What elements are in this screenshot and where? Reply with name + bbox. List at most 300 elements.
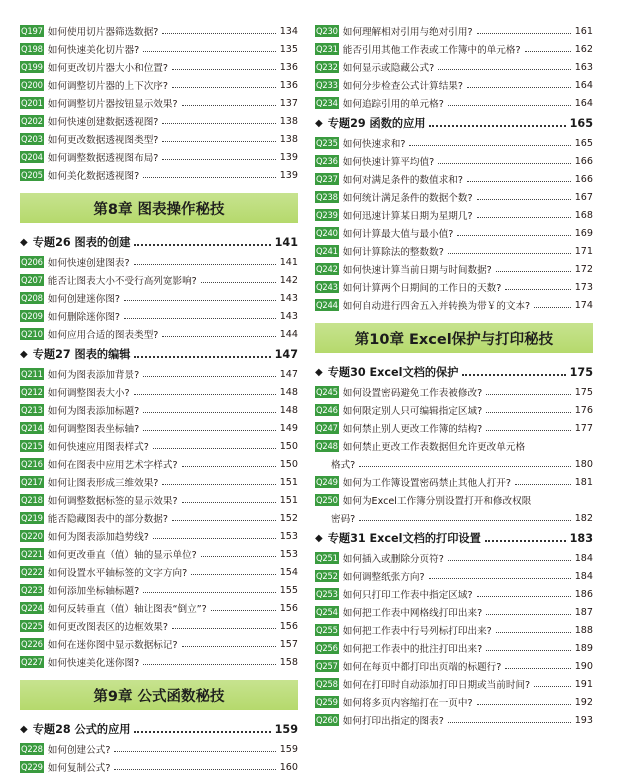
entry-title: 如何快速美化迷你图? [47, 658, 140, 669]
toc-entry[interactable] [20, 307, 298, 325]
dot-leader [153, 538, 276, 539]
entry-title: 如何在图表中应用艺术字样式? [47, 460, 178, 471]
toc-entry[interactable] [315, 94, 593, 112]
entry-title: 如何理解相对引用与绝对引用? [342, 27, 473, 38]
question-number-badge: Q247 [316, 423, 338, 433]
page-number: 151 [279, 476, 298, 488]
dot-leader [162, 336, 275, 337]
dot-leader [172, 69, 276, 70]
entry-title: 如何追踪引用的单元格? [342, 99, 444, 110]
dot-leader [429, 578, 571, 579]
dot-leader [134, 731, 270, 733]
dot-leader [191, 574, 276, 575]
chapter-heading: 第8章 图表操作秘技 [20, 193, 298, 223]
page-number: 136 [279, 61, 298, 73]
diamond-bullet-icon: ◆ [20, 348, 28, 360]
toc-entry[interactable] [20, 271, 298, 289]
entry-title: 如何只打印工作表中指定区域? [342, 590, 473, 601]
toc-entry[interactable] [20, 58, 298, 76]
toc-entry[interactable] [20, 473, 298, 491]
entry-title: 如何复制公式? [47, 763, 111, 774]
page-number: 158 [279, 656, 298, 668]
question-number-badge: Q242 [316, 264, 338, 274]
toc-entry[interactable] [20, 365, 298, 383]
question-number-badge: Q200 [21, 80, 43, 90]
toc-entry[interactable] [315, 22, 593, 40]
question-number-badge: Q206 [21, 257, 43, 267]
page-number: 175 [569, 365, 593, 379]
toc-entry[interactable] [20, 253, 298, 271]
question-number-badge: Q230 [316, 26, 338, 36]
question-number-badge: Q197 [21, 26, 43, 36]
page-number: 193 [574, 714, 593, 726]
page-number: 164 [574, 97, 593, 109]
page-number: 147 [279, 368, 298, 380]
question-number-badge: Q205 [21, 170, 43, 180]
entry-title: 如何创建迷你图? [47, 294, 121, 305]
entry-title: 如何为图表添加背景? [47, 370, 140, 381]
dot-leader [162, 33, 275, 34]
question-number-badge: Q249 [316, 477, 338, 487]
entry-title: 如何计算除法的整数数? [342, 247, 444, 258]
toc-entry[interactable] [315, 40, 593, 58]
entry-title: 如何调整数据标签的显示效果? [47, 496, 178, 507]
toc-entry[interactable] [315, 603, 593, 621]
question-number-badge: Q251 [316, 553, 338, 563]
page-number: 156 [279, 602, 298, 614]
toc-entry-continuation[interactable] [315, 509, 593, 527]
question-number-badge: Q198 [21, 44, 43, 54]
topic-heading[interactable] [315, 112, 593, 134]
toc-entry[interactable] [20, 491, 298, 509]
toc-entry[interactable] [20, 617, 298, 635]
entry-title: 如何自动进行四舍五入并转换为带￥的文本? [342, 301, 531, 312]
question-number-badge: Q218 [21, 495, 43, 505]
question-number-badge: Q214 [21, 423, 43, 433]
entry-title: 如何插入或删除分页符? [342, 554, 444, 565]
toc-entry[interactable] [315, 134, 593, 152]
question-number-badge: Q210 [21, 329, 43, 339]
toc-entry[interactable] [20, 758, 298, 776]
toc-entry[interactable] [315, 437, 593, 455]
page-number: 186 [574, 588, 593, 600]
entry-title: 如何快速应用图表样式? [47, 442, 149, 453]
question-number-badge: Q226 [21, 639, 43, 649]
dot-leader [162, 141, 275, 142]
question-number-badge: Q250 [316, 495, 338, 505]
page-number: 160 [279, 761, 298, 773]
dot-leader [486, 412, 571, 413]
toc-entry[interactable] [315, 491, 593, 509]
entry-title: 如何计算两个日期间的工作日的天数? [342, 283, 502, 294]
question-number-badge: Q237 [316, 174, 338, 184]
entry-title: 如何为Excel工作簿分别设置打开和修改权限 [342, 496, 532, 507]
entry-title: 如何分步检查公式计算结果? [342, 81, 463, 92]
dot-leader [114, 769, 275, 770]
entry-title: 如何快速计算当前日期与时间数据? [342, 265, 492, 276]
entry-title: 如何设置密码避免工作表被修改? [342, 388, 483, 399]
page-number: 161 [574, 25, 593, 37]
toc-entry[interactable] [315, 296, 593, 314]
toc-entry[interactable] [20, 40, 298, 58]
entry-title: 如何更改切片器大小和位置? [47, 63, 168, 74]
page-number: 153 [279, 530, 298, 542]
toc-entry[interactable] [20, 94, 298, 112]
topic-title: 专题31 Excel文档的打印设置 [327, 532, 481, 545]
dot-leader [134, 356, 270, 358]
toc-entry[interactable] [20, 635, 298, 653]
toc-entry[interactable] [20, 130, 298, 148]
question-number-badge: Q254 [316, 607, 338, 617]
page-number: 152 [279, 512, 298, 524]
question-number-badge: Q215 [21, 441, 43, 451]
entry-title: 如何更改图表区的边框效果? [47, 622, 168, 633]
entry-title: 如何打印出指定的图表? [342, 716, 444, 727]
dot-leader [467, 181, 571, 182]
entry-title: 如何对满足条件的数值求和? [342, 175, 463, 186]
toc-entry[interactable] [20, 289, 298, 307]
topic-heading[interactable] [20, 343, 298, 365]
entry-title: 如何在打印时自动添加打印日期或当前时间? [342, 680, 531, 691]
toc-entry[interactable] [20, 599, 298, 617]
page-number: 169 [574, 227, 593, 239]
entry-title: 如何调整切片器的上下次序? [47, 81, 168, 92]
page-number: 159 [274, 722, 298, 736]
dot-leader [505, 289, 570, 290]
page-number: 165 [569, 116, 593, 130]
toc-entry[interactable] [20, 545, 298, 563]
dot-leader [486, 394, 571, 395]
dot-leader [143, 412, 275, 413]
dot-leader [448, 105, 571, 106]
page-number: 168 [574, 209, 593, 221]
dot-leader [477, 217, 571, 218]
page-number: 189 [574, 642, 593, 654]
page-number: 141 [279, 256, 298, 268]
page-number: 163 [574, 61, 593, 73]
entry-title: 如何快速求和? [342, 139, 406, 150]
toc-entry[interactable] [315, 170, 593, 188]
dot-leader [143, 592, 275, 593]
dot-leader [172, 87, 276, 88]
dot-leader [143, 177, 275, 178]
toc-entry[interactable] [315, 278, 593, 296]
toc-entry[interactable] [20, 148, 298, 166]
page-number: 138 [279, 115, 298, 127]
dot-leader [477, 596, 571, 597]
page-number: 190 [574, 660, 593, 672]
topic-title: 专题28 公式的应用 [32, 723, 131, 736]
toc-entry[interactable] [20, 740, 298, 758]
diamond-bullet-icon: ◆ [315, 532, 323, 544]
question-number-badge: Q257 [316, 661, 338, 671]
topic-heading[interactable] [315, 361, 593, 383]
question-number-badge: Q245 [316, 387, 338, 397]
question-number-badge: Q224 [21, 603, 43, 613]
page-number: 175 [574, 386, 593, 398]
toc-entry[interactable] [315, 206, 593, 224]
toc-entry[interactable] [315, 260, 593, 278]
question-number-badge: Q225 [21, 621, 43, 631]
page-number: 143 [279, 292, 298, 304]
toc-entry[interactable] [315, 383, 593, 401]
page-number: 183 [569, 531, 593, 545]
dot-leader [525, 51, 571, 52]
toc-entry[interactable] [315, 711, 593, 729]
dot-leader [438, 69, 570, 70]
dot-leader [162, 159, 275, 160]
page-number: 143 [279, 310, 298, 322]
toc-entry[interactable] [20, 325, 298, 343]
page-number: 171 [574, 245, 593, 257]
page-number: 134 [279, 25, 298, 37]
question-number-badge: Q241 [316, 246, 338, 256]
question-number-badge: Q216 [21, 459, 43, 469]
page-number: 147 [274, 347, 298, 361]
diamond-bullet-icon: ◆ [315, 366, 323, 378]
entry-title: 如何在每页中都打印出页端的标题行? [342, 662, 502, 673]
dot-leader [534, 307, 571, 308]
question-number-badge: Q234 [316, 98, 338, 108]
page-number: 181 [574, 476, 593, 488]
question-number-badge: Q258 [316, 679, 338, 689]
page-number: 182 [574, 512, 593, 524]
question-number-badge: Q220 [21, 531, 43, 541]
topic-heading[interactable] [20, 231, 298, 253]
page-number: 157 [279, 638, 298, 650]
toc-entry[interactable] [315, 693, 593, 711]
entry-title: 如何为图表添加标题? [47, 406, 140, 417]
toc-entry[interactable] [315, 152, 593, 170]
entry-title: 如何限定别人只可编辑指定区域? [342, 406, 483, 417]
toc-entry-continuation[interactable] [315, 455, 593, 473]
question-number-badge: Q235 [316, 138, 338, 148]
toc-entry[interactable] [315, 639, 593, 657]
page-number: 153 [279, 548, 298, 560]
question-number-badge: Q211 [21, 369, 43, 379]
page-number: 172 [574, 263, 593, 275]
entry-title: 如何在迷你图中显示数据标记? [47, 640, 178, 651]
toc-entry[interactable] [20, 527, 298, 545]
entry-title: 如何调整切片器按钮显示效果? [47, 99, 178, 110]
dot-leader [505, 668, 570, 669]
page-number: 177 [574, 422, 593, 434]
toc-entry[interactable] [315, 224, 593, 242]
question-number-badge: Q221 [21, 549, 43, 559]
page-number: 139 [279, 151, 298, 163]
entry-title: 能否引用其他工作表或工作簿中的单元格? [342, 45, 521, 56]
toc-entry[interactable] [20, 437, 298, 455]
dot-leader [182, 105, 276, 106]
entry-title: 如何将多页内容缩打在一页中? [342, 698, 473, 709]
dot-leader [134, 264, 276, 265]
page-number: 150 [279, 440, 298, 452]
toc-entry[interactable] [315, 549, 593, 567]
entry-title: 如何设置水平轴标签的文字方向? [47, 568, 188, 579]
topic-heading[interactable] [315, 527, 593, 549]
page-number: 137 [279, 97, 298, 109]
chapter-heading: 第10章 Excel保护与打印秘技 [315, 323, 593, 353]
question-number-badge: Q199 [21, 62, 43, 72]
dot-leader [515, 484, 571, 485]
page-number: 191 [574, 678, 593, 690]
question-number-badge: Q232 [316, 62, 338, 72]
question-number-badge: Q203 [21, 134, 43, 144]
entry-title: 如何反转垂直（值）轴让图表“倒立”? [47, 604, 207, 615]
topic-heading[interactable] [20, 718, 298, 740]
page-number: 155 [279, 584, 298, 596]
page-number: 139 [279, 169, 298, 181]
toc-entry[interactable] [20, 509, 298, 527]
entry-title: 如何把工作表中行号列标打印出来? [342, 626, 492, 637]
dot-leader [477, 199, 571, 200]
page-number: 184 [574, 570, 593, 582]
page-number: 154 [279, 566, 298, 578]
topic-title: 专题26 图表的创建 [32, 236, 131, 249]
question-number-badge: Q239 [316, 210, 338, 220]
page-number: 165 [574, 137, 593, 149]
dot-leader [124, 318, 276, 319]
toc-entry[interactable] [20, 419, 298, 437]
dot-leader [182, 466, 276, 467]
toc-entry[interactable] [315, 473, 593, 491]
dot-leader [477, 704, 571, 705]
toc-entry[interactable] [20, 166, 298, 184]
toc-entry[interactable] [315, 585, 593, 603]
toc-entry[interactable] [315, 567, 593, 585]
question-number-badge: Q217 [21, 477, 43, 487]
question-number-badge: Q207 [21, 275, 43, 285]
toc-entry[interactable] [20, 455, 298, 473]
dot-leader [172, 520, 276, 521]
entry-title: 如何快速创建数据透视图? [47, 117, 159, 128]
toc-entry[interactable] [20, 22, 298, 40]
dot-leader [359, 466, 570, 467]
question-number-badge: Q219 [21, 513, 43, 523]
dot-leader [143, 51, 275, 52]
page-number: 180 [574, 458, 593, 470]
dot-leader [134, 394, 276, 395]
toc-entry[interactable] [315, 188, 593, 206]
dot-leader [534, 686, 571, 687]
question-number-badge: Q228 [21, 744, 43, 754]
entry-title: 如何删除迷你图? [47, 312, 121, 323]
page-number: 174 [574, 299, 593, 311]
page-number: 166 [574, 173, 593, 185]
page-number: 149 [279, 422, 298, 434]
toc-entry[interactable] [20, 401, 298, 419]
toc-entry[interactable] [315, 621, 593, 639]
entry-title: 如何把工作表中网格线打印出来? [342, 608, 483, 619]
entry-title: 如何调整图表大小? [47, 388, 130, 399]
dot-leader [467, 87, 571, 88]
dot-leader [201, 556, 276, 557]
diamond-bullet-icon: ◆ [315, 117, 323, 129]
page-number: 148 [279, 386, 298, 398]
toc-entry[interactable] [20, 383, 298, 401]
page-number: 135 [279, 43, 298, 55]
entry-title: 如何快速计算平均值? [342, 157, 435, 168]
question-number-badge: Q252 [316, 571, 338, 581]
dot-leader [485, 540, 566, 542]
dot-leader [153, 448, 276, 449]
toc-entry[interactable] [20, 563, 298, 581]
entry-title: 如何调整纸张方向? [342, 572, 425, 583]
dot-leader [162, 123, 275, 124]
question-number-badge: Q222 [21, 567, 43, 577]
toc-entry[interactable] [315, 675, 593, 693]
entry-title-continued: 格式? [331, 460, 356, 471]
entry-title: 如何为图表添加趋势线? [47, 532, 149, 543]
entry-title: 如何计算最大值与最小值? [342, 229, 454, 240]
question-number-badge: Q253 [316, 589, 338, 599]
toc-entry[interactable] [20, 653, 298, 671]
dot-leader [143, 430, 275, 431]
toc-entry[interactable] [315, 401, 593, 419]
question-number-badge: Q231 [316, 44, 338, 54]
page-number: 148 [279, 404, 298, 416]
entry-title: 如何使用切片器筛选数据? [47, 27, 159, 38]
entry-title: 如何更改垂直（值）轴的显示单位? [47, 550, 197, 561]
toc-entry[interactable] [315, 242, 593, 260]
dot-leader [162, 484, 275, 485]
dot-leader [429, 125, 565, 127]
dot-leader [448, 722, 571, 723]
toc-entry[interactable] [20, 76, 298, 94]
dot-leader [182, 646, 276, 647]
question-number-badge: Q233 [316, 80, 338, 90]
question-number-badge: Q236 [316, 156, 338, 166]
entry-title: 能否隐藏图表中的部分数据? [47, 514, 168, 525]
question-number-badge: Q238 [316, 192, 338, 202]
dot-leader [486, 430, 571, 431]
toc-column-left [20, 22, 298, 776]
entry-title: 如何快速创建图表? [47, 258, 130, 269]
entry-title: 如何把工作表中的批注打印出来? [342, 644, 483, 655]
entry-title: 如何添加坐标轴标题? [47, 586, 140, 597]
entry-title: 如何调整数据透视图布局? [47, 153, 159, 164]
page-number: 187 [574, 606, 593, 618]
dot-leader [124, 300, 276, 301]
toc-entry[interactable] [315, 657, 593, 675]
dot-leader [172, 628, 276, 629]
toc-column-right [315, 22, 593, 729]
page-number: 141 [274, 235, 298, 249]
page-number: 184 [574, 552, 593, 564]
dot-leader [143, 376, 275, 377]
page-number: 167 [574, 191, 593, 203]
page-number: 166 [574, 155, 593, 167]
toc-entry[interactable] [315, 58, 593, 76]
toc-entry[interactable] [20, 112, 298, 130]
dot-leader [134, 244, 270, 246]
diamond-bullet-icon: ◆ [20, 723, 28, 735]
page-number: 138 [279, 133, 298, 145]
entry-title: 如何快速美化切片器? [47, 45, 140, 56]
entry-title: 如何让图表形成三维效果? [47, 478, 159, 489]
toc-entry[interactable] [20, 581, 298, 599]
question-number-badge: Q201 [21, 98, 43, 108]
question-number-badge: Q223 [21, 585, 43, 595]
toc-entry[interactable] [315, 419, 593, 437]
dot-leader [486, 614, 571, 615]
topic-title: 专题29 函数的应用 [327, 117, 426, 130]
topic-title: 专题27 图表的编辑 [32, 348, 131, 361]
question-number-badge: Q212 [21, 387, 43, 397]
diamond-bullet-icon: ◆ [20, 236, 28, 248]
toc-entry[interactable] [315, 76, 593, 94]
page-number: 176 [574, 404, 593, 416]
